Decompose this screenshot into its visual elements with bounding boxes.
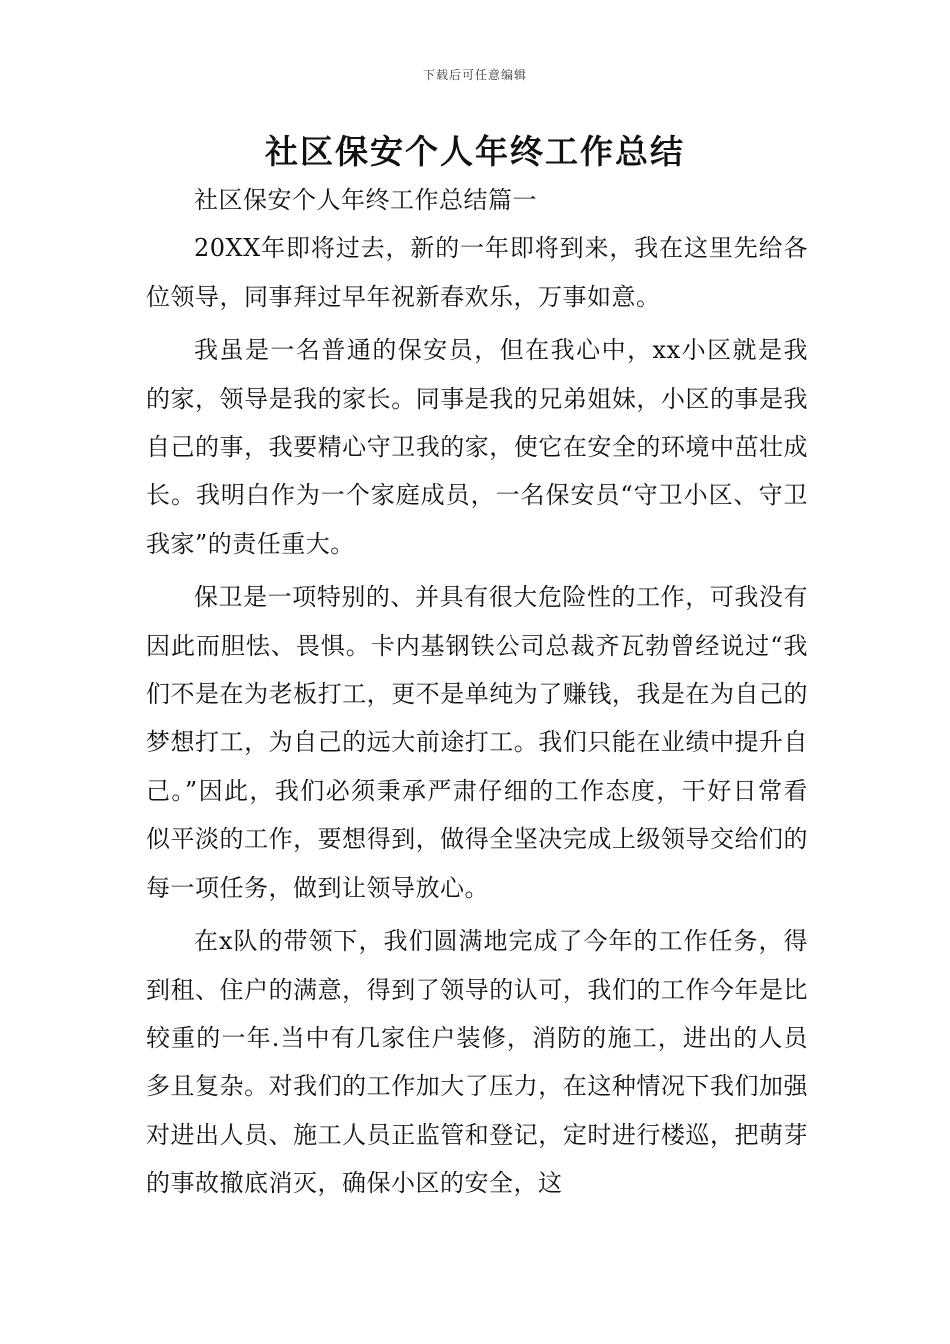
document-title: 社区保安个人年终工作总结 — [265, 132, 685, 171]
paragraph-1: 20XX年即将过去，新的一年即将到来，我在这里先给各位领导，同事拜过早年祝新春欢乐，万事如意。 — [146, 234, 808, 311]
paragraph-4: 在x队的带领下，我们圆满地完成了今年的工作任务，得到租、住户的满意，得到了领导的认可，我们的工作今年是比较重的一年.当中有几家住户装修，消防的施工，进出的人员多且复杂。对我们的工作加大了压力，在这种情况下我们加强对进出人员、施工人员正监管和登记，定时进行楼巡，把萌芽的事故撤底消灭，确保小区的安全，这 — [146, 927, 808, 1198]
section-subtitle: 社区保安个人年终工作总结篇一 — [194, 186, 537, 214]
header-note: 下载后可任意编辑 — [422, 68, 527, 82]
document-body — [146, 176, 808, 1213]
paragraph-2: 我虽是一名普通的保安员，但在我心中，xx小区就是我的家，领导是我的家长。同事是我的兄弟姐妹，小区的事是我自己的事，我要精心守卫我的家，使它在安全的环境中茁壮成长。我明白作为一个家庭成员，一名保安员“守卫小区、守卫我家”的责任重大。 — [146, 336, 808, 558]
paragraph-3: 保卫是一项特别的、并具有很大危险性的工作，可我没有因此而胆怯、畏惧。卡内基钢铁公司总裁齐瓦勃曾经说过“我们不是在为老板打工，更不是单纯为了赚钱，我是在为自己的梦想打工，为自己的远大前途打工。我们只能在业绩中提升自己。”因此，我们必须秉承严肃仔细的工作态度，干好日常看似平淡的工作，要想得到，做得全坚决完成上级领导交给们的每一项任务，做到让领导放心。 — [146, 583, 808, 902]
